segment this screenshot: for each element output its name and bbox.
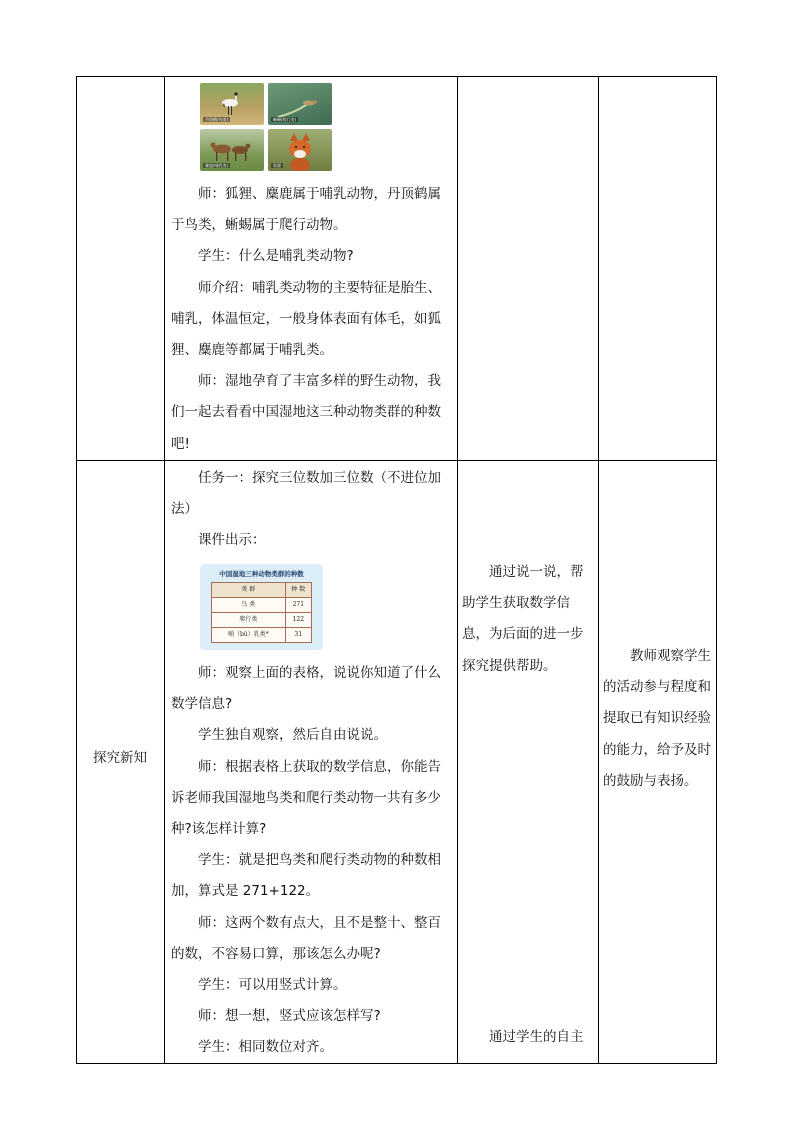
stage-label: 探究新知 xyxy=(93,750,147,766)
photo-caption: 丹顶鹤(鸟类) xyxy=(205,117,229,122)
dialogue-paragraph: 师：狐狸、麋鹿属于哺乳动物，丹顶鹤属于鸟类，蜥蜴属于爬行动物。 xyxy=(171,186,441,234)
courseware-label: 课件出示： xyxy=(198,532,266,549)
design-intent-continued xyxy=(462,1022,596,1053)
dialogue-paragraph: 学生独自观察，然后自由说说。 xyxy=(198,727,387,744)
courseware-title: 中国湿地三种动物类群的种数 xyxy=(219,570,304,578)
count-cell: 31 xyxy=(285,628,311,643)
photo-caption: 狐狸 xyxy=(273,163,281,168)
dialogue-paragraph: 师：想一想，竖式应该怎样写? xyxy=(198,1008,381,1025)
column-divider xyxy=(598,76,599,1064)
group-cell: 爬行类 xyxy=(212,613,286,628)
evaluation-cell xyxy=(603,641,713,797)
dialogue-paragraph: 师：湿地孕育了丰富多样的野生动物，我们一起去看看中国湿地这三种动物类群的种数吧! xyxy=(171,373,441,452)
dialogue-paragraph: 师介绍：哺乳类动物的主要特征是胎生、哺乳，体温恒定，一般身体表面有体毛，如狐狸、麋鹿等都属于哺乳类。 xyxy=(171,279,441,359)
table-border-top xyxy=(76,76,717,77)
dialogue-paragraph: 学生：可以用竖式计算。 xyxy=(198,977,347,994)
dialogue-paragraph: 学生：相同数位对齐。 xyxy=(198,1039,333,1056)
design-intent-cell xyxy=(462,557,596,682)
dialogue-paragraph: 师：这两个数有点大，且不是整十、整百的数，不容易口算，那该怎么办呢? xyxy=(171,914,441,962)
dialogue-paragraph: 师：根据表格上获取的数学信息，你能告诉老师我国湿地鸟类和爬行类动物一共有多少种?该怎样计算? xyxy=(171,758,441,838)
table-row xyxy=(212,628,312,643)
photo-caption: 蜥蜴(爬行类) xyxy=(273,117,297,122)
task-cell xyxy=(171,463,451,557)
table-border-left xyxy=(76,76,77,1064)
animal-photo-grid xyxy=(200,83,332,171)
evaluation-text: 教师观察学生的活动参与程度和提取已有知识经验的能力，给予及时的鼓励与表扬。 xyxy=(603,648,711,789)
count-cell: 271 xyxy=(285,598,311,613)
table-row xyxy=(212,613,312,628)
crane-photo xyxy=(200,83,264,125)
lesson-plan-table xyxy=(76,76,717,1064)
species-count-table xyxy=(211,582,312,643)
row-divider xyxy=(76,460,717,461)
design-intent-text: 通过说一说，帮助学生获取数学信息，为后面的进一步探究提供帮助。 xyxy=(462,564,584,674)
column-divider xyxy=(457,76,458,1064)
elk-photo xyxy=(200,129,264,171)
column-header: 种 数 xyxy=(285,583,311,598)
fox-photo xyxy=(268,129,332,171)
discussion-cell xyxy=(171,658,451,1064)
photo-caption: 麋鹿(哺乳类) xyxy=(205,163,229,168)
lizard-photo xyxy=(268,83,332,125)
group-cell: 哺（bǔ）乳类* xyxy=(212,628,286,643)
courseware-table-image xyxy=(200,564,323,650)
teaching-process-cell xyxy=(171,179,451,460)
dialogue-paragraph: 学生：就是把鸟类和爬行类动物的种数相加，算式是 271+122。 xyxy=(171,852,441,900)
column-divider xyxy=(164,76,165,1064)
dialogue-paragraph: 学生：什么是哺乳类动物? xyxy=(198,248,354,265)
table-row xyxy=(212,598,312,613)
group-cell: 鸟 类 xyxy=(212,598,286,613)
table-border-right xyxy=(716,76,717,1064)
design-intent-text: 通过学生的自主 xyxy=(489,1029,584,1045)
column-header: 类 群 xyxy=(212,583,286,598)
count-cell: 122 xyxy=(285,613,311,628)
task-heading: 任务一：探究三位数加三位数（不进位加法） xyxy=(171,470,441,518)
dialogue-paragraph: 师：观察上面的表格，说说你知道了什么数学信息? xyxy=(171,665,441,713)
